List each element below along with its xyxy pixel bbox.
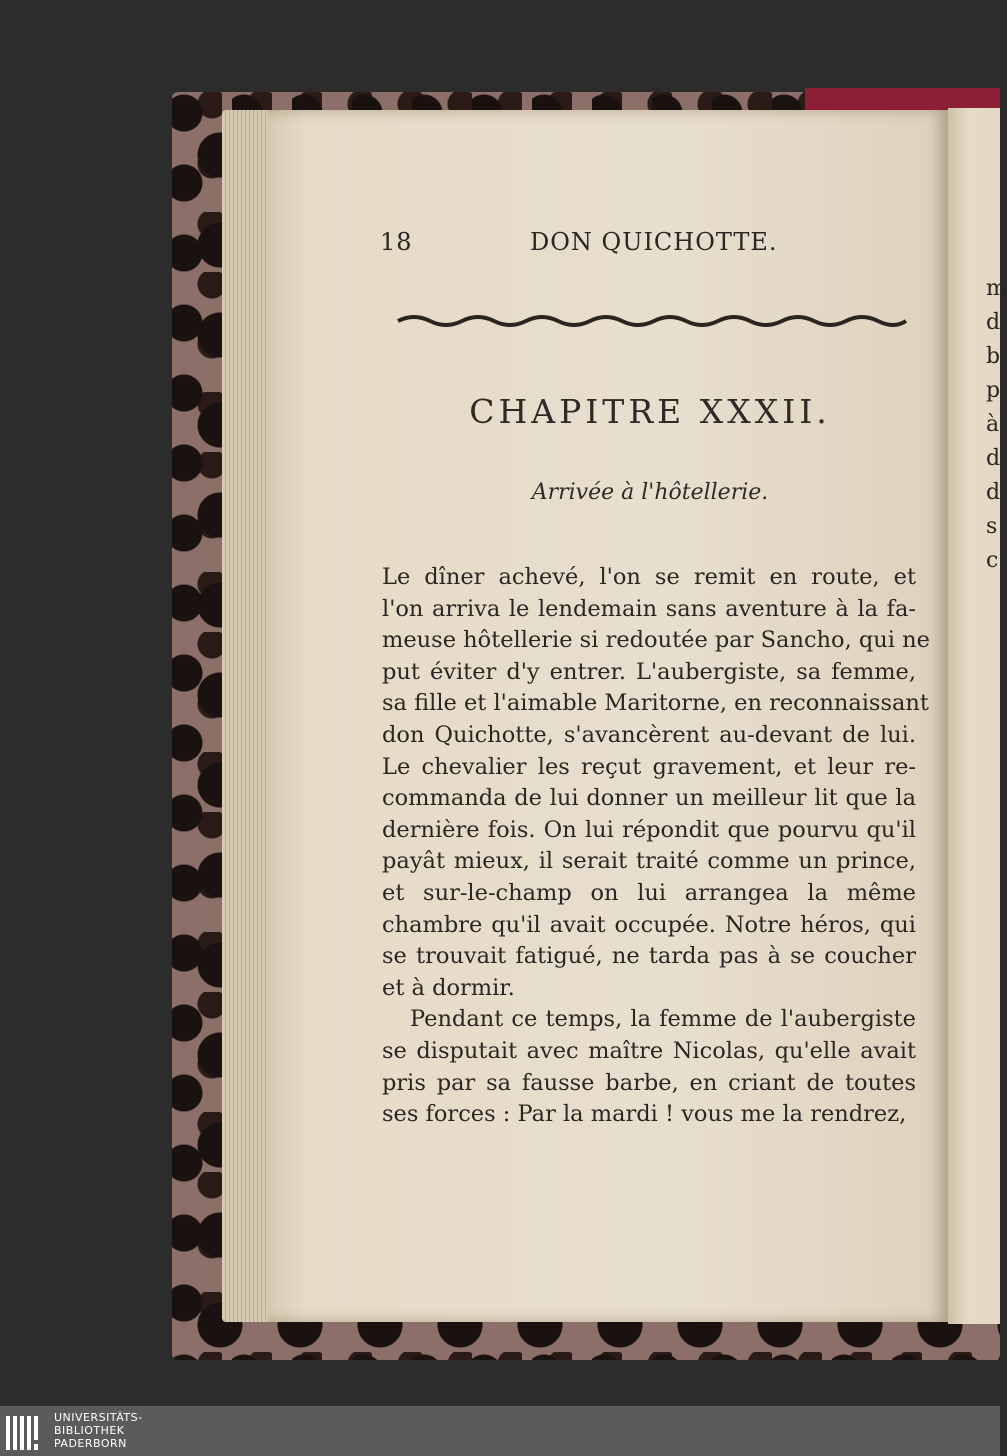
logo-text-line: BIBLIOTHEK	[54, 1424, 125, 1437]
facing-page-letter: à	[986, 412, 1000, 437]
text-line: payât mieux, il serait traité comme un prince,	[382, 848, 916, 875]
logo-text-line: UNIVERSITÄTS-	[54, 1411, 143, 1424]
facing-page-letter: s	[986, 514, 998, 539]
ornamental-rule	[398, 312, 906, 330]
text-line: Le chevalier les reçut gravement, et leur re-	[382, 753, 916, 780]
text-line: ses forces : Par la mardi ! vous me la rendrez,	[382, 1101, 907, 1128]
facing-page-letters	[986, 272, 1007, 578]
text-line: se trouvait fatigué, ne tarda pas à se coucher	[382, 943, 916, 970]
facing-page-letter: m	[986, 276, 1007, 301]
text-line: dernière fois. On lui répondit que pourvu qu'il	[382, 816, 916, 843]
facing-page-letter: p	[986, 378, 1001, 403]
text-line: et à dormir.	[382, 974, 515, 1001]
library-logo-icon	[6, 1414, 48, 1450]
text-line: pris par sa fausse barbe, en criant de toutes	[382, 1069, 916, 1096]
text-line: chambre qu'il avait occupée. Notre héros, qui	[382, 911, 916, 938]
text-line: sa fille et l'aimable Maritorne, en reconnaissant	[382, 690, 929, 717]
body-text	[382, 562, 930, 1131]
facing-page-letter: b	[986, 344, 1001, 369]
text-line: meuse hôtellerie si redoutée par Sancho, qui ne	[382, 627, 930, 654]
text-line: l'on arriva le lendemain sans aventure à la fa-	[382, 595, 916, 622]
facing-page-letter: d	[986, 310, 1001, 335]
chapter-title: CHAPITRE XXXII.	[469, 392, 831, 431]
chapter-subtitle: Arrivée à l'hôtellerie.	[531, 480, 769, 505]
text-line: commanda de lui donner un meilleur lit que la	[382, 785, 916, 812]
text-line: put éviter d'y entrer. L'aubergiste, sa femme,	[382, 658, 916, 685]
running-title: DON QUICHOTTE.	[530, 228, 778, 256]
library-logo-text	[54, 1411, 143, 1450]
text-line: don Quichotte, s'avancèrent au-devant de lui.	[382, 721, 916, 748]
logo-text-line: PADERBORN	[54, 1437, 127, 1450]
facing-page-letter: d	[986, 446, 1001, 471]
text-line: se disputait avec maître Nicolas, qu'elle avait	[382, 1037, 916, 1064]
library-footer-bar	[0, 1406, 1000, 1456]
page-number: 18	[380, 228, 413, 256]
facing-page-letter: c	[986, 548, 999, 573]
text-line: Le dîner achevé, l'on se remit en route, et	[382, 564, 916, 590]
text-line: Pendant ce temps, la femme de l'aubergiste	[410, 1006, 916, 1033]
facing-page-letter: d	[986, 480, 1001, 505]
text-line: et sur-le-champ on lui arrangea la même	[382, 879, 916, 906]
